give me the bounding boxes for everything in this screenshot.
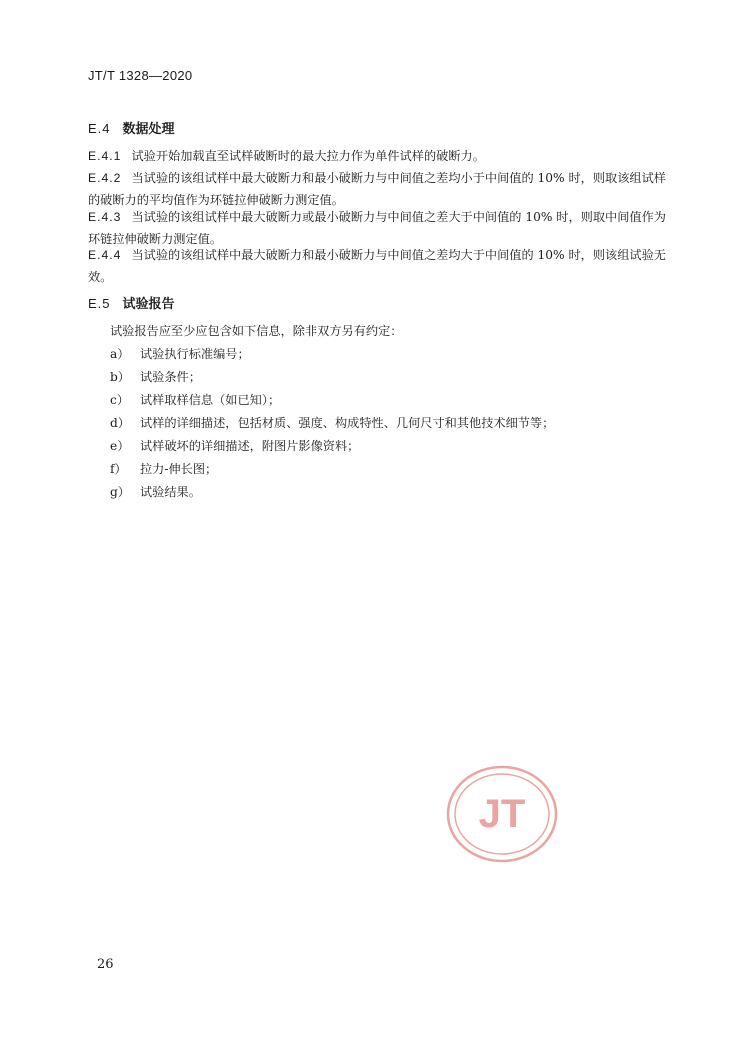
list-item [110,345,250,362]
list-marker: f） [110,462,127,476]
list-text: 试验执行标准编号； [140,347,250,361]
clause-number: E.4.3 [88,210,122,224]
list-item [110,368,201,385]
list-item [110,391,280,408]
report-intro: 试验报告应至少应包含如下信息，除非双方另有约定： [110,324,403,338]
list-text: 拉力-伸长图； [140,462,218,476]
list-marker: b） [110,370,130,384]
section-heading-e4 [88,118,175,137]
list-item [110,437,359,454]
list-marker: d） [110,416,130,430]
list-text: 试验条件； [140,370,201,384]
list-text: 试样取样信息（如已知）； [140,393,281,407]
list-marker: a） [110,347,130,361]
standard-code: JT/T 1328—2020 [88,68,193,83]
clause-number: E.4.2 [88,171,122,185]
clause-text: 当试验的该组试样中最大破断力和最小破断力与中间值之差均大于中间值的 10% 时，则该组试验无效。 [88,248,666,284]
list-marker: e） [110,439,130,453]
section-title: 试验报告 [122,297,175,312]
page-number: 26 [97,957,114,972]
list-text: 试样破坏的详细描述，附图片影像资料； [140,439,360,453]
list-item [110,414,554,431]
stamp-text: JT [478,792,526,836]
clause-e4-2 [88,167,666,211]
list-text: 试样的详细描述，包括材质、强度、构成特性、几何尺寸和其他技术细节等； [140,416,555,430]
clause-number: E.4.4 [88,248,122,262]
list-marker: g） [110,485,130,499]
section-title: 数据处理 [122,122,175,137]
clause-text: 当试验的该组试样中最大破断力和最小破断力与中间值之差均小于中间值的 10% 时，则取该组试样的破断力的平均值作为环链拉伸破断力测定值。 [88,171,666,207]
list-item [110,460,217,477]
list-item [110,483,201,500]
clause-number: E.4.1 [88,149,122,163]
section-heading-e5 [88,293,175,312]
list-text: 试验结果。 [140,485,201,499]
section-number: E.5 [88,296,111,311]
list-marker: c） [110,393,130,407]
jt-watermark-stamp [446,764,558,864]
clause-text: 当试验的该组试样中最大破断力或最小破断力与中间值之差大于中间值的 10% 时，则取中间值作为环链拉伸破断力测定值。 [88,210,666,246]
clause-e4-4 [88,244,666,288]
section-number: E.4 [88,121,111,136]
clause-text: 试验开始加载直至试样破断时的最大拉力作为单件试样的破断力。 [131,149,485,163]
clause-e4-1 [88,145,666,167]
